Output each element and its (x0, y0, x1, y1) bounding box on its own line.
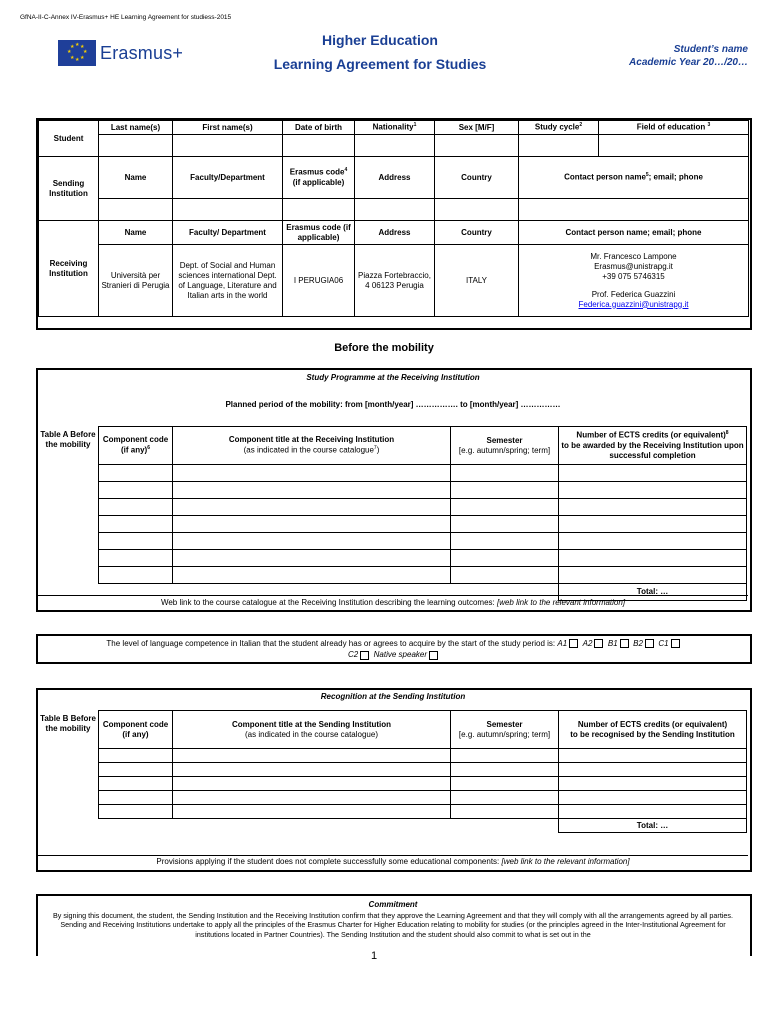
table-a-cell[interactable] (99, 567, 173, 584)
table-a-cell[interactable] (173, 482, 451, 499)
col-field-of-education: Field of education $^3$ (599, 121, 749, 135)
table-a-cell[interactable] (99, 533, 173, 550)
sex-field[interactable] (435, 135, 519, 157)
table-a-total: Total: … (559, 584, 747, 601)
level-a1-label: A1 (557, 639, 568, 648)
table-b-cell[interactable] (559, 763, 747, 777)
sending-col-country: Country (435, 157, 519, 199)
table-a-cell[interactable] (99, 482, 173, 499)
sending-row-label: Sending Institution (39, 157, 99, 221)
language-text: The level of language competence in Italian that the student already has or agrees to acquire by the start of the study period is: (106, 639, 556, 648)
level-native-checkbox[interactable] (429, 651, 438, 660)
contact1-phone: +39 075 5746315 (602, 271, 665, 281)
contact2-email-link[interactable]: Federica.guazzini@unistrapg.it (578, 299, 689, 309)
table-b-label: Table B Before the mobility (40, 714, 96, 734)
receiving-col-address: Address (355, 221, 435, 245)
receiving-col-country: Country (435, 221, 519, 245)
table-b-spacer (99, 819, 559, 833)
table-a-col-semester: Semester [e.g. autumn/spring; term] (451, 427, 559, 465)
table-b-cell[interactable] (99, 791, 173, 805)
table-b-cell[interactable] (173, 749, 451, 763)
student-row-label: Student (39, 121, 99, 157)
table-a-cell[interactable] (99, 550, 173, 567)
table-b-col-ects: Number of ECTS credits (or equivalent) to be recognised by the Sending Institution (559, 711, 747, 749)
table-b-cell[interactable] (559, 749, 747, 763)
table-a-weblink-text: Web link to the course catalogue at the Receiving Institution describing the learning outcomes: (160, 598, 497, 607)
level-c2-checkbox[interactable] (360, 651, 369, 660)
table-a-cell[interactable] (451, 499, 559, 516)
table-b-cell[interactable] (559, 777, 747, 791)
table-b-cell[interactable] (451, 763, 559, 777)
table-b-cell[interactable] (173, 777, 451, 791)
before-mobility-heading: Before the mobility (334, 342, 434, 354)
table-a-cell[interactable] (99, 465, 173, 482)
first-name-field[interactable] (173, 135, 283, 157)
nationality-field[interactable] (355, 135, 435, 157)
level-b1-checkbox[interactable] (620, 639, 629, 648)
table-b-cell[interactable] (173, 763, 451, 777)
receiving-col-contact: Contact person name; email; phone (519, 221, 749, 245)
receiving-name-value: Università per Stranieri di Perugia (99, 245, 173, 317)
table-b-col-semester: Semester [e.g. autumn/spring; term] (451, 711, 559, 749)
table-b-total: Total: … (559, 819, 747, 833)
receiving-col-name: Name (99, 221, 173, 245)
sending-address-field[interactable] (355, 199, 435, 221)
table-b-cell[interactable] (451, 749, 559, 763)
commitment-text: By signing this document, the student, the Sending Institution and the Receiving Institution confirm that they approve the Learning Agreement and that they will comply with all the arrangements agreed by all parties. Sending and Receiving Institutions undertake to apply all the principles of the Erasmus Charter for Higher Education relating to mobility for studies (or the principles agreed in the Inter-Institutional Agreement for institutions located in Partner Countries). The Sending Institution and the student should also commit to what is set out in the (52, 911, 733, 939)
table-a-cell[interactable] (559, 465, 747, 482)
table-a-col-title: Component title at the Receiving Institution (as indicated in the course catalogue$^7$) (173, 427, 451, 465)
student-table (38, 120, 749, 317)
table-b-cell[interactable] (559, 805, 747, 819)
last-name-field[interactable] (99, 135, 173, 157)
table-a-cell[interactable] (451, 516, 559, 533)
table-a-caption: Study Programme at the Receiving Institution (306, 373, 480, 382)
academic-year-label: Academic Year 20…/20… (629, 57, 748, 68)
level-a2-label: A2 (582, 639, 593, 648)
contact1-name: Mr. Francesco Lampone (590, 251, 677, 261)
table-a-label: Table A Before the mobility (40, 430, 96, 450)
sending-name-field[interactable] (99, 199, 173, 221)
table-a-cell[interactable] (451, 550, 559, 567)
language-competence (40, 638, 746, 660)
receiving-code-value: I PERUGIA06 (283, 245, 355, 317)
table-b-caption: Recognition at the Sending Institution (320, 692, 466, 701)
table-a-cell[interactable] (99, 499, 173, 516)
dob-field[interactable] (283, 135, 355, 157)
level-a2-checkbox[interactable] (594, 639, 603, 648)
sending-code-field[interactable] (283, 199, 355, 221)
form-code: GfNA-II-C-Annex IV-Erasmus+ HE Learning Agreement for studiess-2015 (20, 14, 232, 21)
sending-faculty-field[interactable] (173, 199, 283, 221)
col-study-cycle: Study cycle$^2$ (519, 121, 599, 135)
table-a-cell[interactable] (451, 482, 559, 499)
table-a-cell[interactable] (173, 550, 451, 567)
table-b (98, 710, 747, 833)
col-first-name: First name(s) (173, 121, 283, 135)
table-b-col-code: Component code (if any) (99, 711, 173, 749)
col-sex: Sex [M/F] (435, 121, 519, 135)
col-nationality: Nationality$^1$ (355, 121, 435, 135)
provisions-text: Provisions applying if the student does not complete successfully some educational components: (156, 857, 502, 866)
table-a-cell[interactable] (173, 567, 451, 584)
field-of-education-field[interactable] (599, 135, 749, 157)
level-a1-checkbox[interactable] (569, 639, 578, 648)
page-number: 1 (370, 950, 378, 962)
receiving-contact-value (519, 245, 749, 317)
receiving-col-code: Erasmus code (if applicable) (283, 221, 355, 245)
table-a-col-ects: Number of ECTS credits (or equivalent)$^8$ to be awarded by the Receiving Institution upon successful completion (559, 427, 747, 465)
table-a-cell[interactable] (559, 567, 747, 584)
table-b-cell[interactable] (99, 805, 173, 819)
table-a-cell[interactable] (451, 567, 559, 584)
table-a-cell[interactable] (173, 499, 451, 516)
table-a-cell[interactable] (451, 465, 559, 482)
provisions-row (38, 855, 748, 866)
table-a-cell[interactable] (559, 499, 747, 516)
col-last-name: Last name(s) (99, 121, 173, 135)
title-line2: Learning Agreement for Studies (273, 56, 487, 72)
study-cycle-field[interactable] (519, 135, 599, 157)
level-b2-label: B2 (633, 639, 643, 648)
table-a-cell[interactable] (173, 516, 451, 533)
table-a-cell[interactable] (173, 465, 451, 482)
erasmus-logo (58, 40, 183, 66)
provisions-placeholder[interactable]: [web link to the relevant information] (501, 857, 630, 866)
table-a-cell[interactable] (559, 550, 747, 567)
table-b-cell[interactable] (559, 791, 747, 805)
eu-flag-icon: ★ ★ ★ ★ ★ ★ ★ ★ (58, 40, 96, 66)
col-date-of-birth: Date of birth (283, 121, 355, 135)
table-b-cell[interactable] (173, 805, 451, 819)
receiving-address-value: Piazza Fortebraccio, 4 06123 Perugia (355, 245, 435, 317)
table-b-col-title: Component title at the Sending Institution (as indicated in the course catalogue) (173, 711, 451, 749)
receiving-country-value: ITALY (435, 245, 519, 317)
level-c1-checkbox[interactable] (671, 639, 680, 648)
sending-col-address: Address (355, 157, 435, 199)
table-a-cell[interactable] (559, 482, 747, 499)
table-a-weblink-placeholder[interactable]: [web link to the relevant information] (496, 598, 626, 607)
sending-col-code: Erasmus code$^4$ (if applicable) (283, 157, 355, 199)
title-line1: Higher Education (322, 32, 438, 48)
receiving-row-label: Receiving Institution (39, 221, 99, 317)
sending-col-contact: Contact person name$^5$; email; phone (519, 157, 749, 199)
sending-contact-field[interactable] (519, 199, 749, 221)
logo-text: Erasmus+ (100, 42, 184, 63)
table-a-cell[interactable] (173, 533, 451, 550)
level-c1-label: C1 (658, 639, 669, 648)
level-c2-label: C2 (347, 650, 359, 660)
level-b2-checkbox[interactable] (645, 639, 654, 648)
table-b-cell[interactable] (451, 805, 559, 819)
table-a-cell[interactable] (559, 533, 747, 550)
table-a-col-code: Component code (if any)$^6$ (99, 427, 173, 465)
contact1-email: Erasmus@unistrapg.it (594, 261, 673, 271)
table-a-cell[interactable] (99, 516, 173, 533)
sending-country-field[interactable] (435, 199, 519, 221)
receiving-col-faculty: Faculty/ Department (173, 221, 283, 245)
level-native-label: Native speaker (373, 650, 428, 660)
commitment-title: Commitment (368, 900, 418, 909)
table-b-cell[interactable] (173, 791, 451, 805)
receiving-faculty-value: Dept. of Social and Human sciences international Dept. of Language, Literature and Italian arts in the world (173, 245, 283, 317)
sending-col-faculty: Faculty/Department (173, 157, 283, 199)
level-b1-label: B1 (607, 639, 618, 648)
student-name-label: Student’s name (673, 44, 748, 55)
table-b-cell[interactable] (99, 777, 173, 791)
table-a-cell[interactable] (451, 533, 559, 550)
contact2-name: Prof. Federica Guazzini (591, 289, 676, 299)
table-a (98, 426, 747, 601)
table-b-cell[interactable] (99, 763, 173, 777)
table-b-cell[interactable] (451, 777, 559, 791)
table-b-cell[interactable] (451, 791, 559, 805)
sending-col-name: Name (99, 157, 173, 199)
table-a-weblink-row (38, 595, 748, 607)
table-b-cell[interactable] (99, 749, 173, 763)
table-a-cell[interactable] (559, 516, 747, 533)
planned-period: Planned period of the mobility: from [month/year] ……………. to [month/year] …………… (225, 400, 561, 409)
